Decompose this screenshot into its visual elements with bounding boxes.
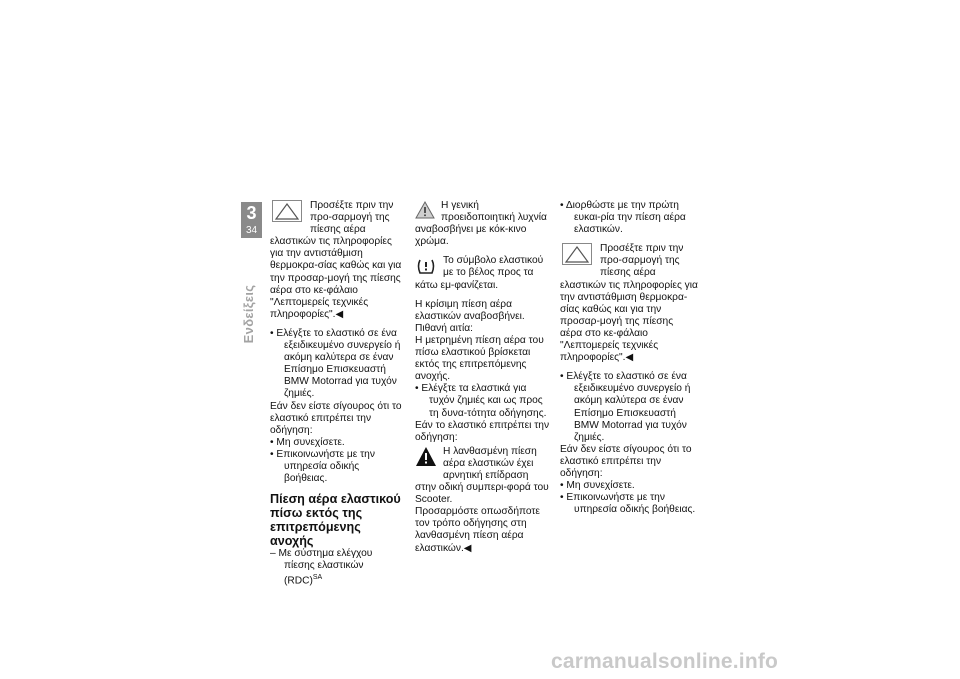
dash-item [270,548,403,588]
note-block [560,243,698,364]
paragraph: Η μετρημένη πίεση αέρα του πίσω ελαστικού βρίσκεται εκτός της επιτρεπόμενης ανοχής. [415,334,544,383]
tire-pressure-icon [415,255,437,277]
paragraph: Η κρίσιμη πίεση αέρα ελαστικών αναβοσβήνει. [415,298,525,322]
warning-text: Η γενική προειδοποιητική λυχνία αναβοσβήνει με κόκ-κινο χρώμα. [415,200,547,248]
warning-block [415,446,552,506]
column-1 [270,200,403,588]
note-text: Προσέξτε πριν την προ-σαρμογή της πίεσης αέρα ελαστικών τις πληροφορίες για την αντιστάθμιση θερμοκρα-σίας καθώς και για την προσαρ-μογή της πίεσης αέρα στο κε-φάλαιο "Λεπτομερείς τεχνικές πληροφορίες".◀ [560,243,698,364]
paragraph: Εάν δεν είστε σίγουρος ότι το ελαστικό επιτρέπει την οδήγηση: [270,400,402,436]
column-3 [560,200,698,516]
bullet-item: • Διορθώστε με την πρώτη ευκαι-ρία την πίεση αέρα ελαστικών. [560,200,698,236]
option-superscript: SA [312,574,323,582]
tire-symbol-block [415,255,552,291]
paragraph: Προσαρμόστε οπωσδήποτε τον τρόπο οδήγησης στη λανθασμένη πίεση αέρα ελαστικών.◀ [415,506,540,554]
note-text: Προσέξτε πριν την προ-σαρμογή της πίεσης αέρα ελαστικών τις πληροφορίες για την αντιστάθμιση θερμοκρα-σίας καθώς και για την προσαρ-μογή της πίεσης αέρα στο κε-φάλαιο "Λεπτομερείς τεχνικές πληροφορίες".◀ [270,200,402,320]
watermark: carmanualsonline.info [551,650,779,673]
bullet-item: • Ελέγξτε το ελαστικό σε ένα εξειδικευμένο συνεργείο ή ακόμη καλύτερα σε έναν Επίσημο Επισκευαστή BMW Motorrad για τυχόν ζημιές. [270,328,403,401]
warning-text: Η λανθασμένη πίεση αέρα ελαστικών έχει αρνητική επίδραση στην οδική συμπερι-φορά του Scooter. [415,445,549,506]
dash-item-text: Με σύστημα ελέγχου πίεσης ελαστικών (RDC) [278,548,373,587]
warning-triangle-icon [415,200,435,222]
page-number: 34 [245,225,258,236]
caution-triangle-icon [560,243,594,267]
chapter-side-label: Ενδείξεις [241,284,256,344]
paragraph: Εάν δεν είστε σίγουρος ότι το ελαστικό επιτρέπει την οδήγηση: [560,443,692,479]
bullet-item: • Ελέγξτε το ελαστικό σε ένα εξειδικευμένο συνεργείο ή ακόμη καλύτερα σε έναν Επίσημο Επισκευαστή BMW Motorrad για τυχόν ζημιές. [560,371,698,444]
tire-symbol-text: Το σύμβολο ελαστικού με το βέλος προς τα κάτω εμ-φανίζεται. [415,255,544,291]
bullet-item: • Επικοινωνήστε με την υπηρεσία οδικής βοήθειας. [560,492,698,516]
paragraph: Εάν το ελαστικό επιτρέπει την οδήγηση: [415,419,550,443]
column-2 [415,200,552,555]
note-block [270,200,403,321]
bullet-item: • Επικοινωνήστε με την υπηρεσία οδικής βοήθειας. [270,449,403,485]
chapter-number: 3 [246,203,257,223]
caution-triangle-icon [270,200,304,224]
bullet-item: • Μη συνεχίσετε. [560,480,698,492]
section-heading: Πίεση αέρα ελαστικού πίσω εκτός της επιτρεπόμενης ανοχής [270,492,401,549]
warning-block [415,200,552,248]
bullet-item: • Ελέγξτε τα ελαστικά για τυχόν ζημιές και ως προς τη δυνα-τότητα οδήγησης. [415,383,552,419]
bullet-item: • Μη συνεχίσετε. [270,437,403,449]
paragraph: Πιθανή αιτία: [415,322,473,334]
warning-triangle-icon [415,446,437,470]
